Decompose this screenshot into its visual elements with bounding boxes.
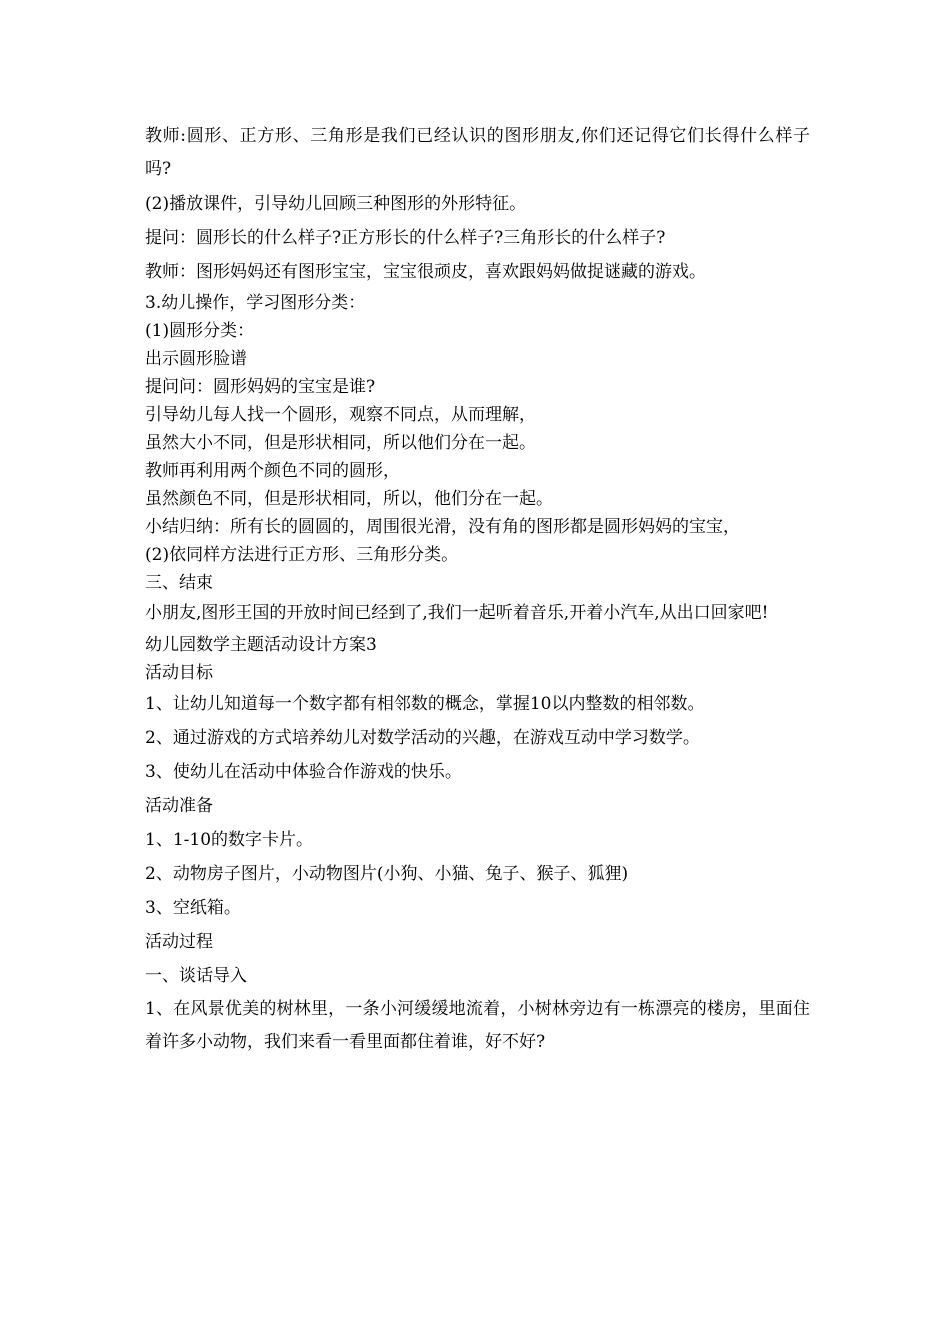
list-item-goal-3: 3、使幼儿在活动中体验合作游戏的快乐。 xyxy=(145,762,462,782)
paragraph-teacher-baby-shapes: 教师：图形妈妈还有图形宝宝，宝宝很顽皮，喜欢跟妈妈做捉谜藏的游戏。 xyxy=(145,262,706,282)
paragraph-question-circle-baby: 提问问：圆形妈妈的宝宝是谁? xyxy=(145,377,376,397)
heading-activity-prep: 活动准备 xyxy=(145,796,213,816)
paragraph-show-circle-mask: 出示圆形脸谱 xyxy=(145,349,247,369)
paragraph-play-courseware: (2)播放课件，引导幼儿回顾三种图形的外形特征。 xyxy=(145,194,527,214)
list-item-goal-2: 2、通过游戏的方式培养幼儿对数学活动的兴趣，在游戏互动中学习数学。 xyxy=(145,728,700,748)
paragraph-size-different: 虽然大小不同，但是形状相同，所以他们分在一起。 xyxy=(145,433,536,453)
heading-conversation-intro: 一、谈话导入 xyxy=(145,966,247,986)
paragraph-same-method: (2)依同样方法进行正方形、三角形分类。 xyxy=(145,545,459,565)
list-item-goal-1: 1、让幼儿知道每一个数字都有相邻数的概念，掌握10以内整数的相邻数。 xyxy=(145,694,705,714)
paragraph-question-shapes: 提问：圆形长的什么样子?正方形长的什么样子?三角形长的什么样子? xyxy=(145,228,666,248)
document-body xyxy=(145,120,810,1060)
heading-activity-goals: 活动目标 xyxy=(145,663,213,683)
heading-end: 三、结束 xyxy=(145,573,213,593)
heading-child-operation: 3.幼儿操作，学习图形分类： xyxy=(145,293,366,313)
list-item-prep-1: 1、1-10的数字卡片。 xyxy=(145,830,314,850)
paragraph-guide-find-circle: 引导幼儿每人找一个圆形，观察不同点，从而理解， xyxy=(145,405,536,425)
list-item-prep-2: 2、动物房子图片，小动物图片(小狗、小猫、兔子、猴子、狐狸) xyxy=(145,864,629,884)
paragraph-teacher-shapes: 教师:圆形、正方形、三角形是我们已经认识的图形朋友,你们还记得它们长得什么样子吗? xyxy=(145,126,810,179)
paragraph-teacher-two-colors: 教师再利用两个颜色不同的圆形， xyxy=(145,461,400,481)
heading-plan-3: 幼儿园数学主题活动设计方案3 xyxy=(145,635,377,655)
heading-circle-classification: (1)圆形分类： xyxy=(145,321,255,341)
paragraph-color-different: 虽然颜色不同，但是形状相同，所以，他们分在一起。 xyxy=(145,489,553,509)
paragraph-summary: 小结归纳：所有长的圆圆的，周围很光滑，没有角的图形都是圆形妈妈的宝宝， xyxy=(145,517,740,537)
paragraph-forest-story: 1、在风景优美的树林里，一条小河缓缓地流着，小树林旁边有一栋漂亮的楼房，里面住着许多小动物，我们来看一看里面都住着谁，好不好? xyxy=(145,999,810,1052)
paragraph-go-home: 小朋友,图形王国的开放时间已经到了,我们一起听着音乐,开着小汽车,从出口回家吧! xyxy=(145,603,769,623)
list-item-prep-3: 3、空纸箱。 xyxy=(145,898,241,918)
heading-activity-process: 活动过程 xyxy=(145,932,213,952)
